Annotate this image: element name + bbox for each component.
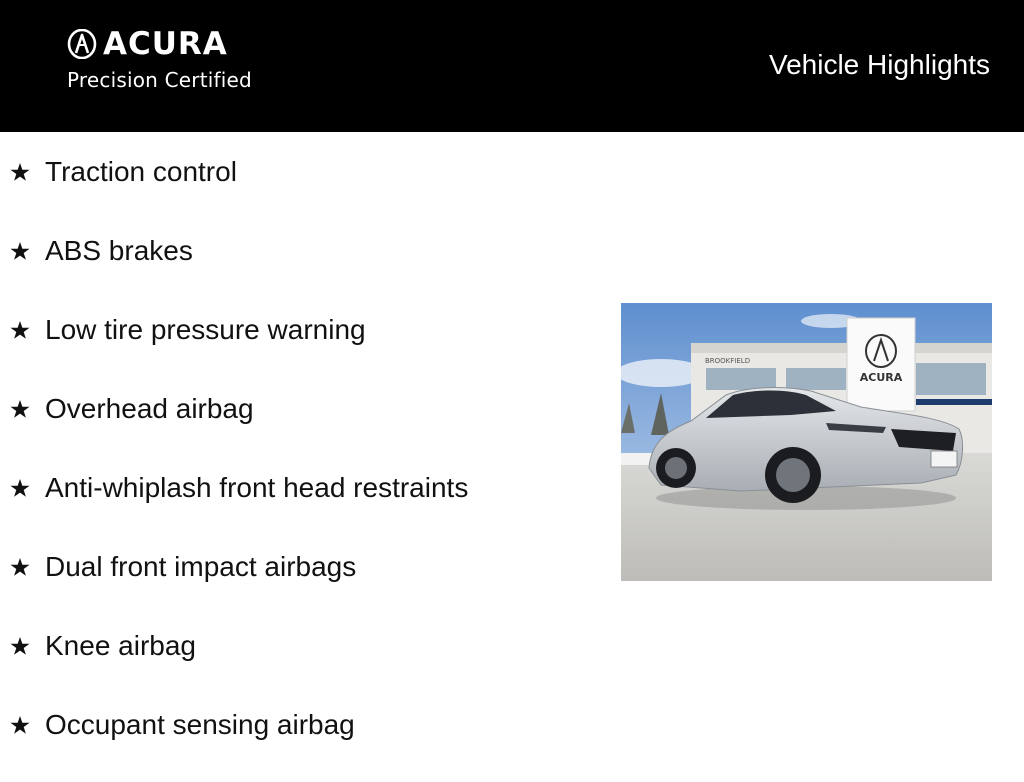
feature-label: Overhead airbag xyxy=(45,393,254,424)
feature-item xyxy=(10,229,600,273)
star-icon xyxy=(10,557,30,577)
feature-item xyxy=(10,308,600,352)
feature-label: Occupant sensing airbag xyxy=(45,709,355,740)
feature-label: Dual front impact airbags xyxy=(45,551,357,582)
feature-label: Traction control xyxy=(45,156,237,187)
star-icon xyxy=(10,636,30,656)
feature-label: Low tire pressure warning xyxy=(45,314,366,345)
vehicle-photo-illustration xyxy=(621,303,992,581)
feature-item xyxy=(10,387,600,431)
star-icon xyxy=(10,320,30,340)
feature-label: ABS brakes xyxy=(45,235,193,266)
star-icon xyxy=(10,478,30,498)
building-window xyxy=(786,368,846,390)
star-icon xyxy=(10,162,30,182)
brand-name: ACURA xyxy=(103,26,228,62)
feature-label: Knee airbag xyxy=(45,630,197,661)
dealer-sign xyxy=(847,318,915,411)
star-icon xyxy=(10,399,30,419)
building-stripe xyxy=(916,399,992,405)
feature-item xyxy=(10,703,600,747)
page-header xyxy=(0,0,1024,132)
building-window xyxy=(706,368,776,390)
building-window xyxy=(916,363,986,395)
brand-subtitle: Precision Certified xyxy=(67,68,252,92)
page-title: Vehicle Highlights xyxy=(768,49,990,80)
vehicle-photo xyxy=(621,303,992,581)
feature-item xyxy=(10,150,600,194)
building-roofline xyxy=(691,343,992,353)
star-icon xyxy=(10,715,30,735)
license-plate xyxy=(931,451,957,467)
brand-row xyxy=(67,28,277,60)
feature-list xyxy=(10,150,600,782)
snow-bank xyxy=(621,453,651,465)
feature-label: Anti-whiplash front head restraints xyxy=(45,472,469,503)
feature-item xyxy=(10,624,600,668)
acura-emblem-icon xyxy=(67,29,97,59)
building-sign: BROOKFIELD xyxy=(705,357,751,365)
front-rim xyxy=(776,458,810,492)
acura-logo xyxy=(67,28,277,98)
feature-item xyxy=(10,545,600,589)
feature-item xyxy=(10,466,600,510)
star-icon xyxy=(10,241,30,261)
dealer-sign-text: ACURA xyxy=(859,371,903,384)
rear-rim xyxy=(665,457,687,479)
